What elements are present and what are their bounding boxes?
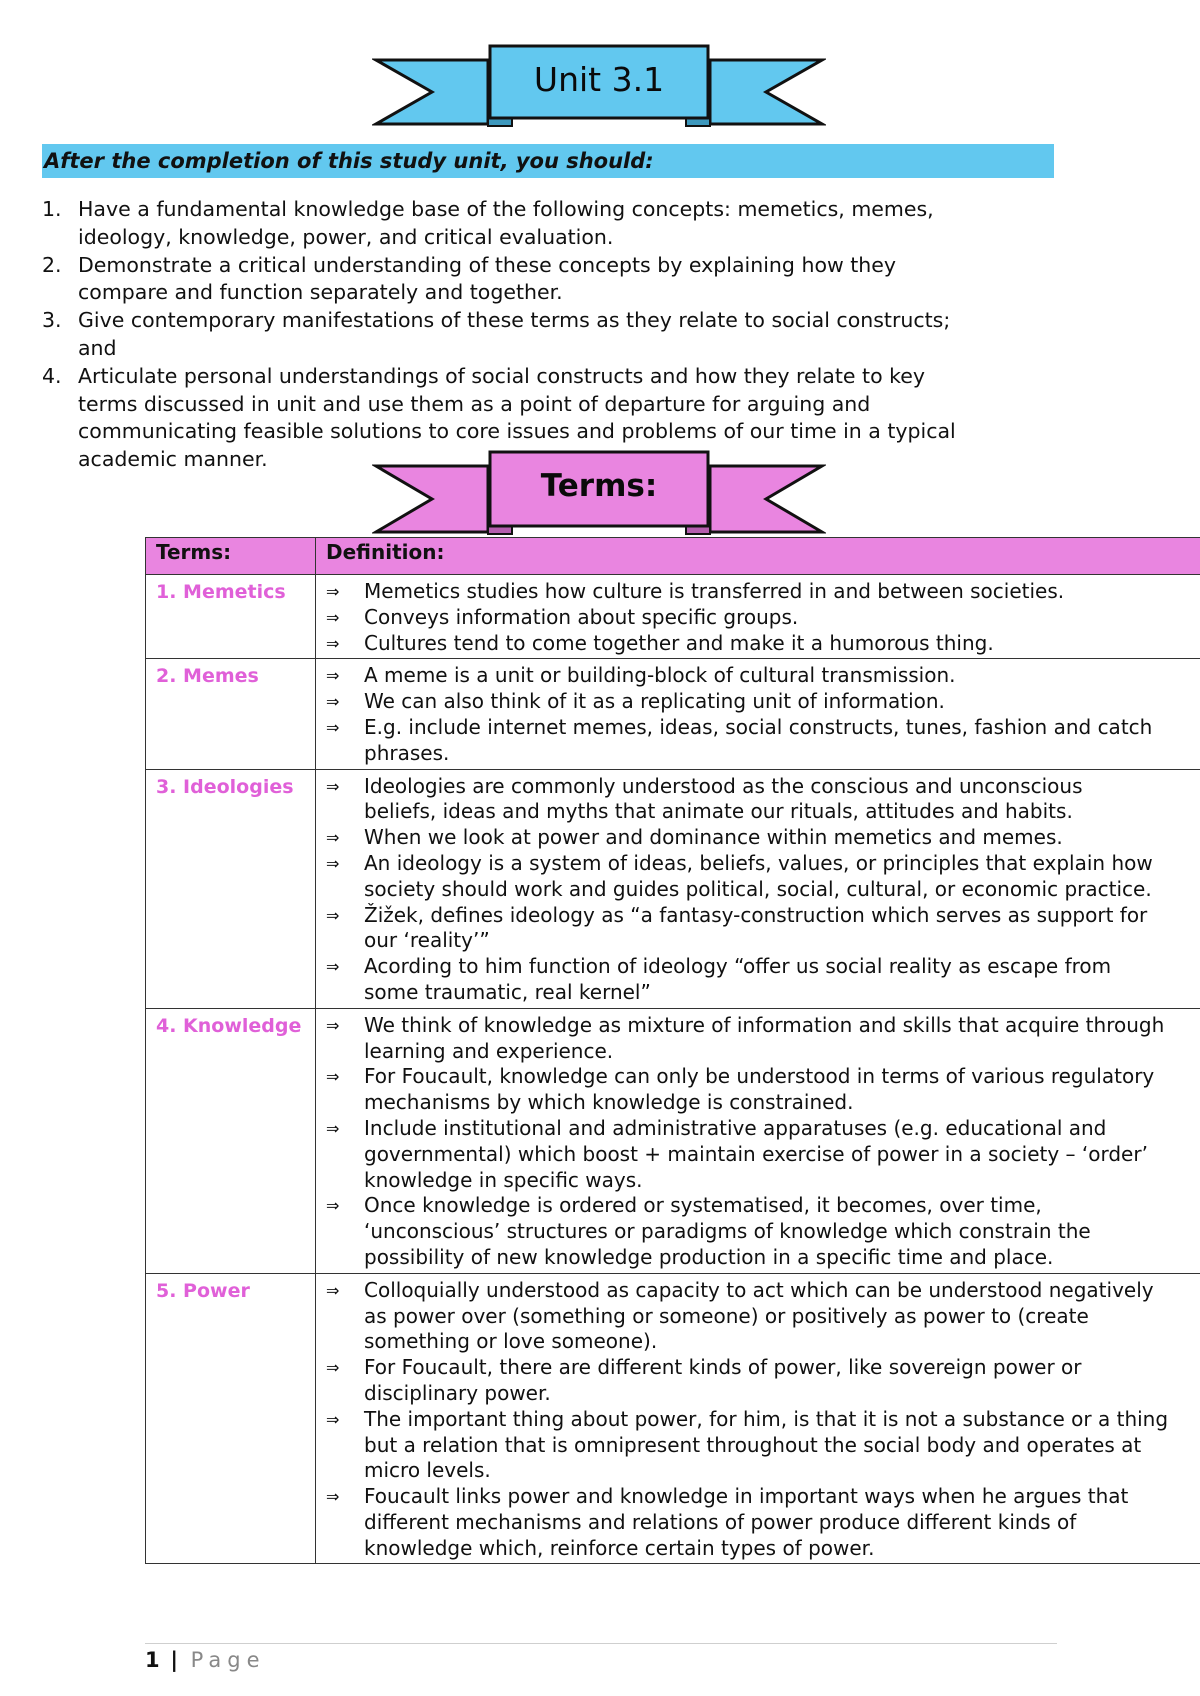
arrow-bullet-icon: ⇒ [326,828,340,848]
objective-line: Have a fundamental knowledge base of the following concepts: memetics, memes, [78,197,934,221]
footer-divider [145,1643,1057,1644]
objective-line: Articulate personal understandings of social constructs and how they relate to key [78,363,926,388]
definition-bullet [326,1484,1200,1561]
definition-line: We think of knowledge as mixture of information and skills that acquire through [364,1012,1165,1037]
definition-line: knowledge in specific ways. [364,1167,643,1192]
arrow-bullet-icon: ⇒ [326,692,340,712]
arrow-bullet-icon: ⇒ [326,1067,340,1087]
objective-item [42,196,1062,252]
term-cell [146,769,316,1008]
objective-number: 1. [42,197,62,221]
objective-number: 4. [42,363,62,388]
arrow-bullet-icon: ⇒ [326,1409,340,1429]
definition-bullet [326,1193,1200,1270]
definition-line: ‘unconscious’ structures or paradigms of knowledge which constrain the [364,1219,1091,1244]
table-row [146,575,1200,659]
definition-bullets [326,1278,1200,1562]
definition-line: but a relation that is omnipresent throughout the social body and operates at [364,1432,1142,1457]
definition-bullet [326,1116,1200,1193]
objectives-list [42,196,1062,474]
definition-line: E.g. include internet memes, ideas, social constructs, tunes, fashion and catch [364,714,1153,739]
terms-title: Terms: [540,468,658,504]
definition-line: possibility of new knowledge production in a specific time and place. [364,1244,1054,1269]
objectives-header: After the completion of this study unit, you should: [42,144,1054,178]
definition-cell [316,575,1200,659]
table-body [146,575,1200,1564]
table-row [146,769,1200,1008]
terms-banner [372,448,826,540]
definition-line: Once knowledge is ordered or systematised, it becomes, over time, [364,1193,1042,1218]
definition-bullet [326,954,1200,1006]
definition-line: Colloquially understood as capacity to act which can be understood negatively [364,1277,1154,1302]
arrow-bullet-icon: ⇒ [326,957,340,977]
term-label: 1. Memetics [156,581,286,603]
terms-table [145,537,1200,1564]
table-row [146,659,1200,769]
arrow-bullet-icon: ⇒ [326,582,340,601]
arrow-bullet-icon: ⇒ [326,1280,340,1300]
objective-item [42,252,1062,308]
page-footer [145,1648,266,1672]
definition-bullets [326,579,1200,656]
definition-bullet [326,774,1200,826]
page-separator: | [170,1648,178,1672]
arrow-bullet-icon: ⇒ [326,776,340,796]
unit-banner [372,42,826,132]
definition-bullet [326,825,1200,851]
definition-bullet [326,689,1200,715]
term-cell [146,1008,316,1273]
definition-line: disciplinary power. [364,1380,551,1405]
definition-line: governmental) which boost + maintain exercise of power in a society – ‘order’ [364,1141,1148,1166]
definition-bullets [326,663,1200,766]
term-cell [146,1273,316,1564]
arrow-bullet-icon: ⇒ [326,666,340,686]
definition-line: society should work and guides political, social, cultural, or economic practice. [364,876,1152,901]
definition-bullets [326,1013,1200,1271]
definition-line: Ideologies are commonly understood as the conscious and unconscious [364,773,1083,798]
arrow-bullet-icon: ⇒ [326,1118,340,1138]
term-label: 4. Knowledge [156,1014,302,1037]
objective-line: academic manner. [78,447,268,472]
arrow-bullet-icon: ⇒ [326,1358,340,1378]
definition-line: A meme is a unit or building-block of cultural transmission. [364,663,956,688]
arrow-bullet-icon: ⇒ [326,1196,340,1216]
definition-line: Žižek, defines ideology as “a fantasy-construction which serves as support for [364,902,1148,927]
table-row [146,1008,1200,1273]
definition-bullet [326,579,1200,605]
objective-line: terms discussed in unit and use them as a point of departure for arguing and [78,391,871,416]
arrow-bullet-icon: ⇒ [326,633,340,653]
term-label: 3. Ideologies [156,775,294,798]
definition-line: micro levels. [364,1458,491,1483]
definition-line: different mechanisms and relations of power produce different kinds of [364,1509,1077,1534]
definition-cell [316,659,1200,769]
definition-line: Include institutional and administrative apparatuses (e.g. educational and [364,1115,1107,1140]
header-terms: Terms: [146,538,316,575]
definition-line: Conveys information about specific groups. [364,604,799,629]
arrow-bullet-icon: ⇒ [326,607,340,627]
definition-bullet [326,1064,1200,1116]
arrow-bullet-icon: ⇒ [326,853,340,873]
definition-line: some traumatic, real kernel” [364,979,651,1004]
definition-bullet [326,1278,1200,1355]
definition-line: An ideology is a system of ideas, beliefs, values, or principles that explain how [364,850,1153,875]
definition-line: beliefs, ideas and myths that animate our rituals, attitudes and habits. [364,799,1073,824]
definition-line: Acording to him function of ideology “offer us social reality as escape from [364,954,1112,979]
definition-cell [316,769,1200,1008]
term-cell [146,659,316,769]
definition-line: knowledge which, reinforce certain types of power. [364,1535,875,1560]
arrow-bullet-icon: ⇒ [326,1487,340,1507]
definition-line: our ‘reality’” [364,928,490,953]
term-label: 5. Power [156,1279,250,1302]
objective-line: ideology, knowledge, power, and critical evaluation. [78,224,614,249]
definition-line: as power over (something or someone) or positively as power to (create [364,1303,1089,1328]
definition-line: When we look at power and dominance within memetics and memes. [364,825,1063,850]
objective-number: 3. [42,308,62,333]
definition-bullet [326,663,1200,689]
definition-line: phrases. [364,740,450,765]
definition-line: The important thing about power, for him, is that it is not a substance or a thing [364,1406,1169,1431]
definition-bullet [326,1013,1200,1065]
definition-line: Memetics studies how culture is transferred in and between societies. [364,579,1065,603]
definition-bullet [326,631,1200,657]
definition-line: mechanisms by which knowledge is constrained. [364,1090,854,1115]
definition-bullet [326,1407,1200,1484]
table-row [146,1273,1200,1564]
objective-line: compare and function separately and together. [78,280,563,305]
arrow-bullet-icon: ⇒ [326,905,340,925]
term-cell [146,575,316,659]
definition-bullet [326,605,1200,631]
objective-line: Give contemporary manifestations of these terms as they relate to social constructs; [78,308,951,333]
definition-bullet [326,903,1200,955]
definition-line: For Foucault, there are different kinds of power, like sovereign power or [364,1355,1082,1380]
objective-line: and [78,335,117,360]
table-header-row [146,538,1200,575]
definition-cell [316,1273,1200,1564]
definition-bullets [326,774,1200,1006]
objective-number: 2. [42,252,62,277]
page-label: Page [190,1648,266,1672]
definition-bullet [326,1355,1200,1407]
definition-bullet [326,851,1200,903]
unit-title: Unit 3.1 [533,60,665,99]
definition-line: Foucault links power and knowledge in important ways when he argues that [364,1484,1129,1509]
page-number: 1 [145,1648,160,1672]
definition-line: learning and experience. [364,1038,614,1063]
term-label: 2. Memes [156,665,259,688]
objective-line: Demonstrate a critical understanding of these concepts by explaining how they [78,252,897,277]
objective-item [42,307,1062,363]
definition-line: We can also think of it as a replicating unit of information. [364,689,945,714]
objective-line: communicating feasible solutions to core issues and problems of our time in a typical [78,419,956,444]
definition-line: something or love someone). [364,1329,658,1354]
definition-line: For Foucault, knowledge can only be understood in terms of various regulatory [364,1064,1155,1089]
definition-cell [316,1008,1200,1273]
arrow-bullet-icon: ⇒ [326,717,340,737]
definition-bullet [326,715,1200,767]
definition-line: Cultures tend to come together and make it a humorous thing. [364,630,994,655]
arrow-bullet-icon: ⇒ [326,1015,340,1035]
header-definition: Definition: [316,538,1200,575]
